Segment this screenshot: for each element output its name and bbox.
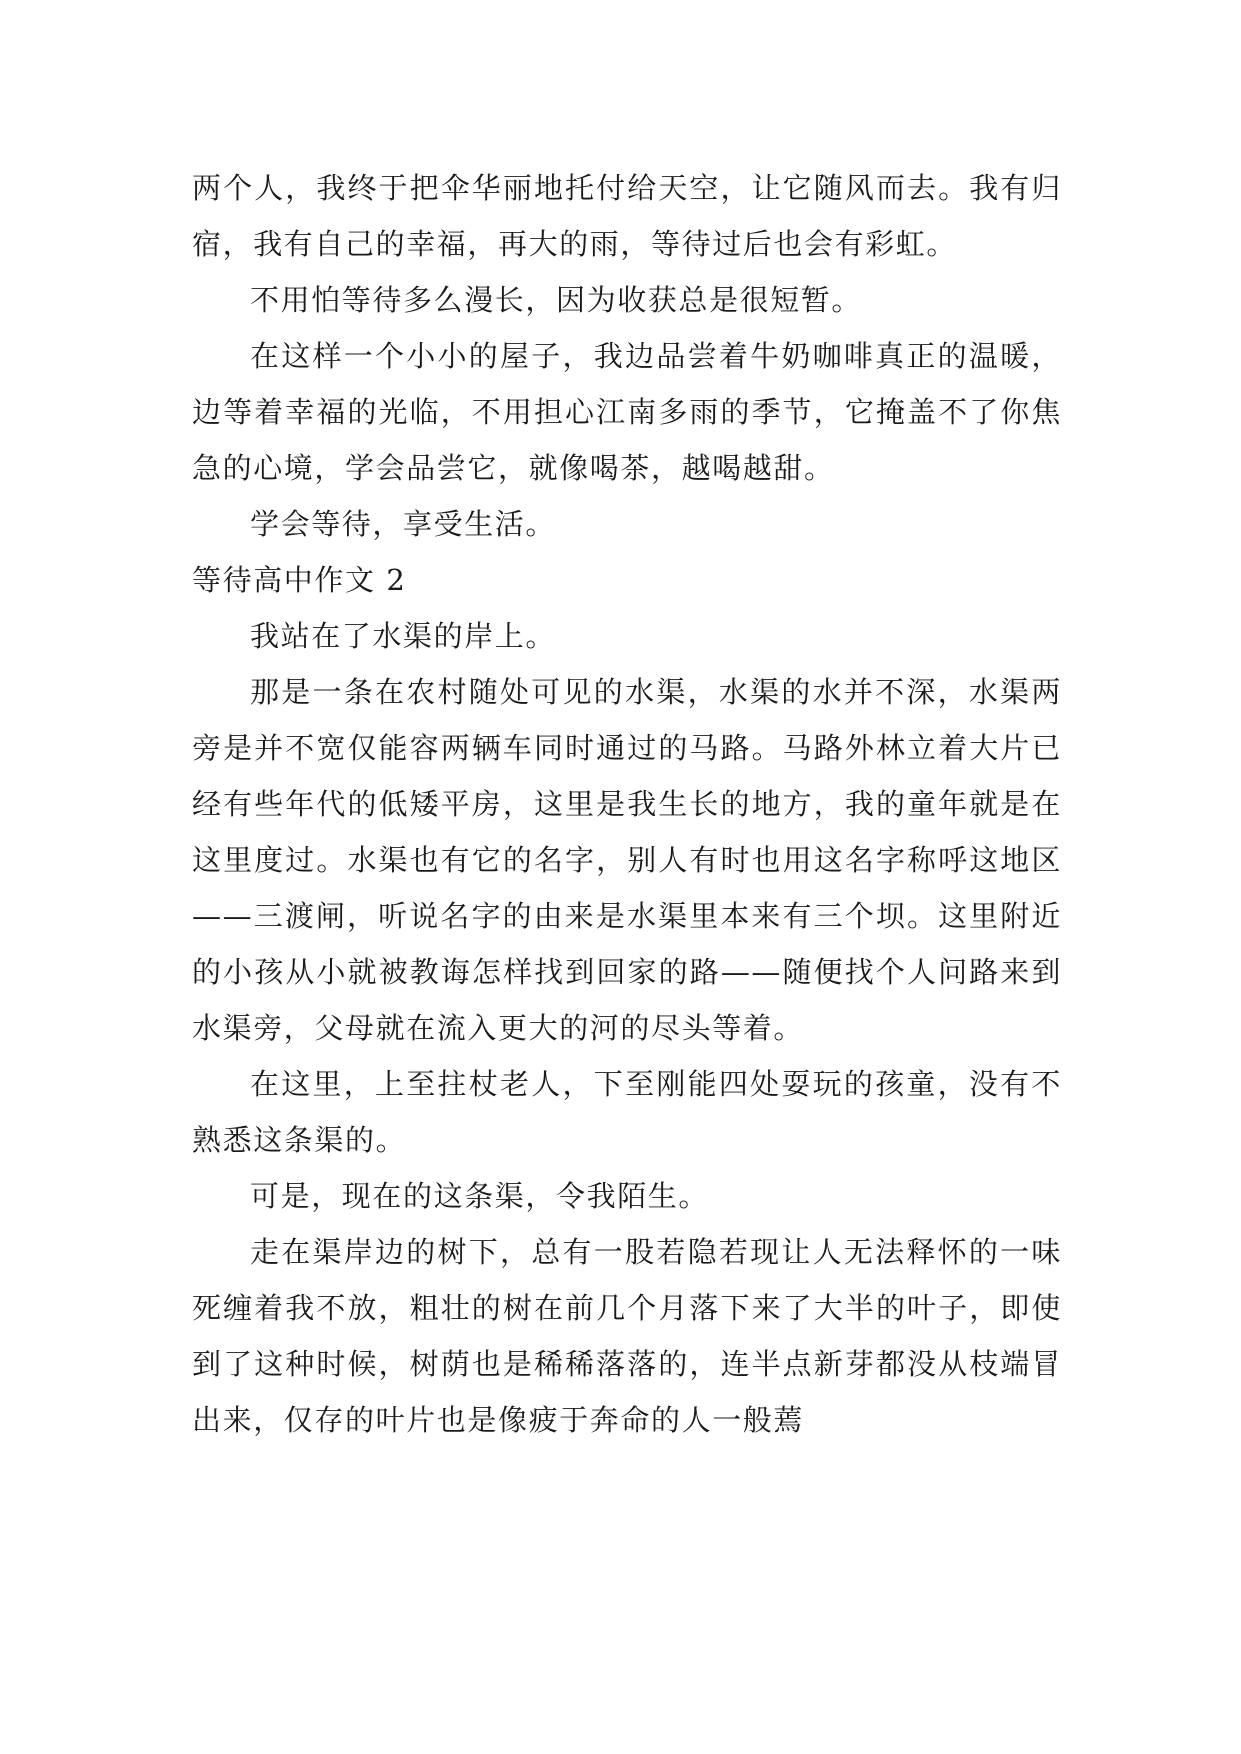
paragraph: 走在渠岸边的树下，总有一股若隐若现让人无法释怀的一味死缠着我不放，粗壮的树在前几个月落下来了大半的叶子，即使到了这种时候，树荫也是稀稀落落的，连半点新芽都没从枝端冒出来，仅存的叶片也是像疲于奔命的人一般蔫 <box>192 1235 1062 1437</box>
paragraph: 我站在了水渠的岸上。 <box>250 619 557 653</box>
paragraph-continuation: 两个人，我终于把伞华丽地托付给天空，让它随风而去。我有归宿，我有自己的幸福，再大的雨，等待过后也会有彩虹。 <box>192 171 1062 261</box>
paragraph: 那是一条在农村随处可见的水渠，水渠的水并不深，水渠两旁是并不宽仅能容两辆车同时通过的马路。马路外林立着大片已经有些年代的低矮平房，这里是我生长的地方，我的童年就是在这里度过。水渠也有它的名字，别人有时也用这名字称呼这地区——三渡闸，听说名字的由来是水渠里本来有三个坝。这里附近的小孩从小就被教诲怎样找到回家的路——随便找个人问路来到水渠旁，父母就在流入更大的河的尽头等着。 <box>192 675 1062 1045</box>
document-body <box>192 160 1062 1448</box>
paragraph: 学会等待，享受生活。 <box>250 507 557 541</box>
paragraph: 不用怕等待多么漫长，因为收获总是很短暂。 <box>250 283 863 317</box>
paragraph: 在这样一个小小的屋子，我边品尝着牛奶咖啡真正的温暖，边等着幸福的光临，不用担心江南多雨的季节，它掩盖不了你焦急的心境，学会品尝它，就像喝茶，越喝越甜。 <box>192 339 1062 485</box>
paragraph: 在这里，上至拄杖老人，下至刚能四处耍玩的孩童，没有不熟悉这条渠的。 <box>192 1067 1062 1157</box>
section-heading: 等待高中作文 2 <box>192 563 407 597</box>
paragraph: 可是，现在的这条渠，令我陌生。 <box>250 1179 710 1213</box>
